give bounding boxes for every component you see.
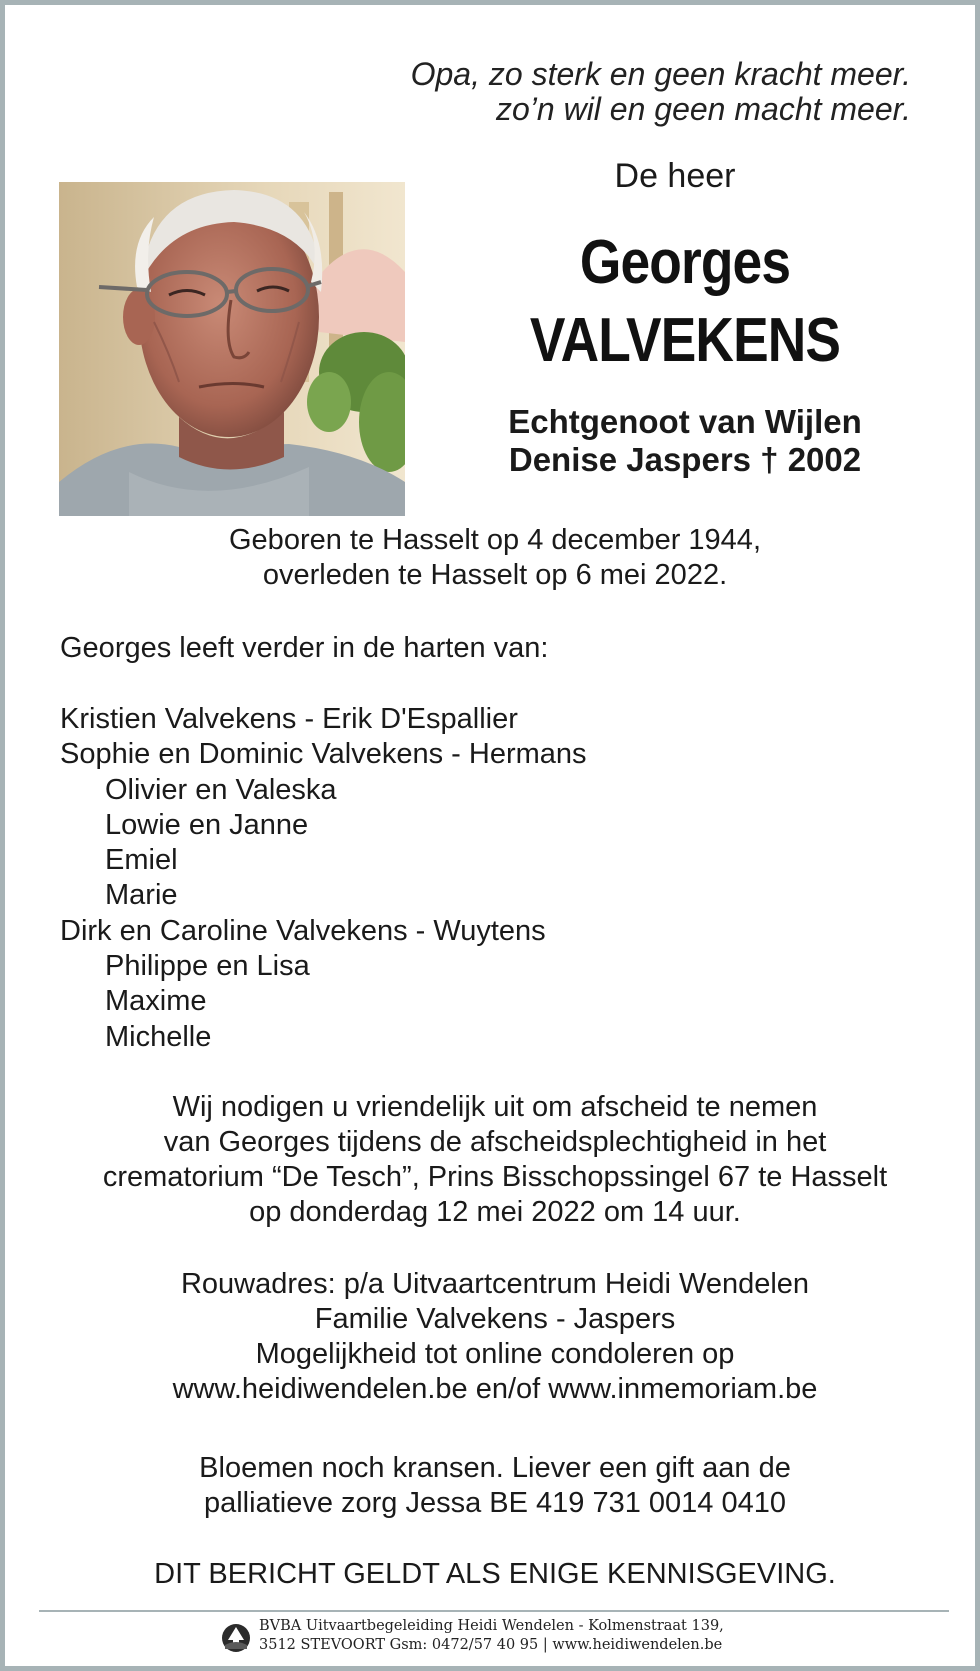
family-list — [60, 702, 587, 1055]
death-date: overleden te Hasselt op 6 mei 2022. — [262, 559, 728, 591]
birth-date: Geboren te Hasselt op 4 december 1944, — [229, 524, 761, 556]
flowers-line: Bloemen noch kransen. Liever een gift aan de — [199, 1452, 791, 1484]
memorial-quote — [311, 57, 911, 127]
salutation: De heer — [614, 157, 736, 195]
invitation-line: crematorium “De Tesch”, Prins Bisschopssingel 67 te Hasselt — [102, 1161, 888, 1193]
invitation-line: van Georges tijdens de afscheidsplechtigheid in het — [163, 1126, 827, 1158]
tree-logo-icon — [221, 1623, 251, 1653]
family-member: Kristien Valvekens - Erik D'Espallier — [60, 703, 518, 735]
invitation-line: op donderdag 12 mei 2022 om 14 uur. — [249, 1196, 741, 1228]
birth-death-dates — [5, 523, 980, 593]
spouse-info — [445, 403, 925, 479]
official-notice: DIT BERICHT GELDT ALS ENIGE KENNISGEVING. — [154, 1558, 836, 1590]
footer-line-1: BVBA Uitvaartbegeleiding Heidi Wendelen - Kolmenstraat 139, — [259, 1618, 724, 1634]
spouse-line-1: Echtgenoot van Wijlen — [508, 403, 862, 440]
condolence-info — [25, 1267, 965, 1407]
condolence-line: Mogelijkheid tot online condoleren op — [255, 1338, 735, 1370]
portrait-photo-image — [59, 182, 405, 516]
family-member: Michelle — [105, 1020, 212, 1053]
spouse-line-2: Denise Jaspers † 2002 — [508, 441, 862, 478]
family-member: Emiel — [105, 844, 178, 877]
condolence-line: Familie Valvekens - Jaspers — [314, 1303, 676, 1335]
footer-line-2: 3512 STEVOORT Gsm: 0472/57 40 95 | www.heidiwendelen.be — [259, 1637, 723, 1653]
family-member: Maxime — [105, 985, 207, 1018]
footer-divider — [39, 1610, 949, 1612]
flowers-note — [25, 1451, 965, 1521]
invitation-line: Wij nodigen u vriendelijk uit om afscheid te nemen — [172, 1091, 818, 1123]
family-member: Lowie en Janne — [105, 808, 309, 841]
flowers-line: palliatieve zorg Jessa BE 419 731 0014 0410 — [203, 1487, 787, 1519]
condolence-line: Rouwadres: p/a Uitvaartcentrum Heidi Wendelen — [180, 1268, 810, 1300]
first-name: Georges — [579, 228, 791, 297]
family-member: Olivier en Valeska — [105, 773, 337, 806]
ceremony-invitation — [25, 1090, 965, 1230]
family-member: Sophie en Dominic Valvekens - Hermans — [60, 738, 587, 771]
family-member: Marie — [105, 879, 178, 912]
portrait-photo — [59, 182, 405, 516]
last-name: VALVEKENS — [529, 306, 841, 375]
survivors-intro: Georges leeft verder in de harten van: — [60, 632, 549, 664]
condolence-line: www.heidiwendelen.be en/of www.inmemoriam.be — [172, 1373, 818, 1405]
family-member: Philippe en Lisa — [105, 950, 310, 983]
family-member: Dirk en Caroline Valvekens - Wuytens — [60, 914, 546, 947]
quote-line-2: zo’n wil en geen macht meer. — [495, 91, 911, 127]
footer-text — [259, 1617, 724, 1655]
quote-line-1: Opa, zo sterk en geen kracht meer. — [410, 56, 911, 92]
